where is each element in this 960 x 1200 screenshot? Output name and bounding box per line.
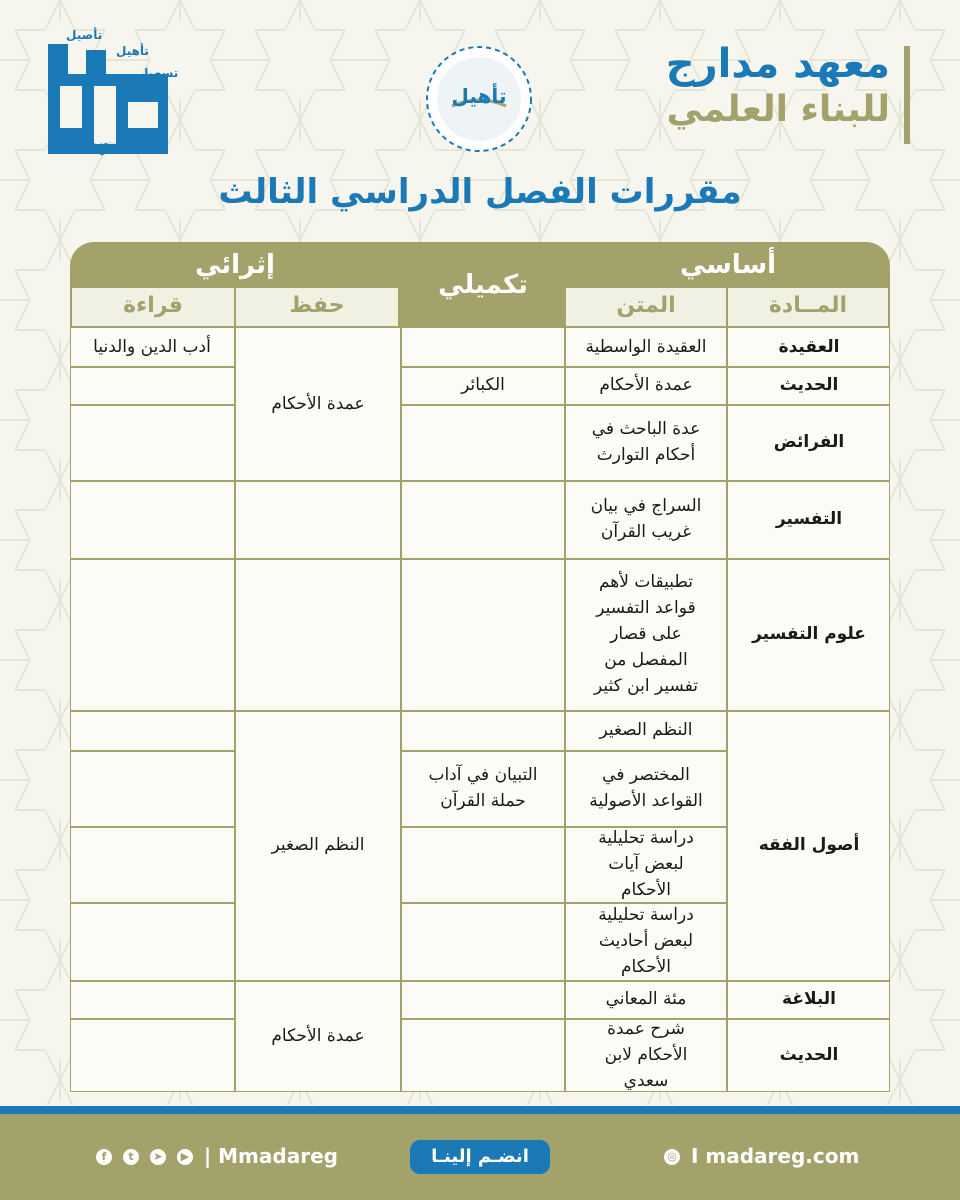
- text-cell: عدة الباحث في أحكام التوارث: [591, 419, 701, 465]
- divider: [70, 902, 234, 904]
- join-us-button[interactable]: انضـم إلينـا: [410, 1140, 550, 1174]
- telegram-icon[interactable]: ➤: [150, 1149, 166, 1165]
- text-cell: المختصر في القواعد الأصولية: [589, 765, 703, 811]
- divider: [70, 404, 234, 406]
- divider: [70, 980, 234, 982]
- divider: [70, 1018, 234, 1020]
- globe-icon: ◎: [664, 1149, 680, 1165]
- divider: [234, 558, 400, 560]
- divider: [400, 558, 564, 560]
- divider: [400, 480, 564, 482]
- institute-subtitle: للبناء العلمي: [666, 89, 890, 130]
- divider: [234, 480, 400, 482]
- text-cell: النظم الصغير: [599, 720, 693, 740]
- twitter-icon[interactable]: t: [123, 1149, 139, 1165]
- footer-accent-line: [0, 1106, 960, 1114]
- memorize-cell: عمدة الأحكام: [271, 394, 365, 414]
- subject-cell: علوم التفسير: [752, 624, 866, 644]
- page-title: مقررات الفصل الدراسي الثالث: [218, 172, 742, 212]
- complementary-cell: التبيان في آداب حملة القرآن: [428, 765, 538, 811]
- divider: [70, 710, 234, 712]
- divider: [400, 1018, 564, 1020]
- logo-tagline: معهد افتراضي متخصص في البناء العلمي: [53, 140, 169, 156]
- subject-cell: الحديث: [779, 375, 839, 395]
- badge-label: تأهيل: [451, 84, 507, 108]
- text-cell: دراسة تحليلية لبعض آيات الأحكام: [598, 828, 694, 900]
- subheader-reading: قراءة: [72, 288, 234, 326]
- youtube-icon[interactable]: ▶: [177, 1149, 193, 1165]
- header-accent-bar: [904, 46, 910, 144]
- text-cell: تطبيقات لأهم قواعد التفسير على قصار المفصل من تفسير ابن كثير: [594, 572, 698, 696]
- subject-cell: أصول الفقه: [758, 835, 860, 855]
- divider: [400, 710, 564, 712]
- memorize-cell: النظم الصغير: [271, 835, 365, 855]
- group-enrichment: إثرائي: [195, 250, 275, 280]
- subject-cell: الفرائض: [773, 432, 845, 452]
- group-complementary: تكميلي: [438, 270, 528, 300]
- subject-cell: الحديث: [779, 1045, 839, 1065]
- divider: [400, 902, 564, 904]
- institute-header: [666, 40, 890, 132]
- subject-cell: العقيدة: [778, 337, 840, 357]
- website-text: madareg.com: [705, 1144, 860, 1168]
- divider: [400, 980, 564, 982]
- subheader-text: المتن: [566, 288, 726, 326]
- handle-separator: |: [203, 1144, 219, 1168]
- social-handle[interactable]: [96, 1144, 338, 1168]
- divider: [400, 826, 564, 828]
- text-cell: السراج في بيان غريب القرآن: [590, 496, 702, 542]
- reading-cell: أدب الدين والدنيا: [93, 337, 211, 357]
- text-cell: العقيدة الواسطية: [585, 337, 707, 357]
- handle-text: Mmadareg: [218, 1144, 338, 1168]
- text-cell: دراسة تحليلية لبعض أحاديث الأحكام: [598, 905, 694, 977]
- text-cell: مئة المعاني: [605, 989, 687, 1009]
- logo-word-tasil: تأصيل: [66, 28, 103, 42]
- subject-cell: البلاغة: [782, 989, 836, 1009]
- group-basic: أساسي: [679, 250, 777, 280]
- divider: [70, 558, 234, 560]
- facebook-icon[interactable]: f: [96, 1149, 112, 1165]
- logo-word-tasheel: تسهيل: [138, 66, 179, 80]
- memorize-cell: عمدة الأحكام: [271, 1026, 365, 1046]
- divider: [70, 826, 234, 828]
- complementary-cell: الكبائر: [461, 375, 505, 395]
- logo-word-taheel: تأهيل: [116, 44, 149, 58]
- subheader-subject: المــادة: [728, 288, 888, 326]
- site-separator: I: [690, 1144, 706, 1168]
- madareg-logo-mark: [46, 30, 172, 154]
- text-cell: عمدة الأحكام: [599, 375, 693, 395]
- divider: [400, 404, 564, 406]
- divider: [70, 750, 234, 752]
- divider: [70, 480, 234, 482]
- subheader-memorize: حفظ: [236, 288, 398, 326]
- institute-name: معهد مدارج: [665, 41, 890, 87]
- text-cell: شرح عمدة الأحكام لابن سعدي: [604, 1019, 688, 1091]
- divider: [70, 366, 234, 368]
- curriculum-table: [70, 242, 890, 1092]
- subject-cell: التفسير: [775, 509, 843, 529]
- website-link[interactable]: [664, 1144, 859, 1168]
